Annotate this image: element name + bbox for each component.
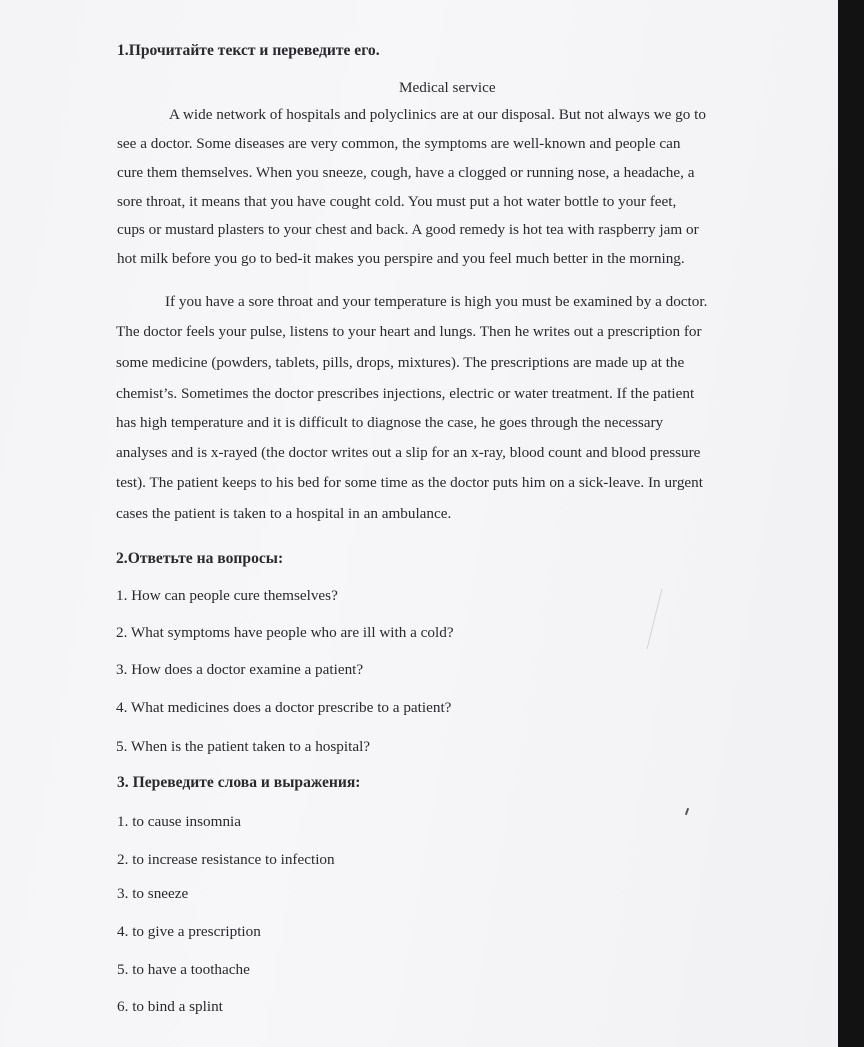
paragraph2-line-7: test). The patient keeps to his bed for some time as the doctor puts him on a sick-leave. In urgent bbox=[116, 474, 703, 491]
section3-heading: 3. Переведите слова и выражения: bbox=[117, 774, 361, 791]
vocab-item-4: 4. to give a prescription bbox=[117, 923, 261, 940]
paragraph2-line-8: cases the patient is taken to a hospital in an ambulance. bbox=[116, 505, 452, 522]
paragraph2-line-5: has high temperature and it is difficult to diagnose the case, he goes through the necessary bbox=[116, 414, 664, 431]
dark-background-edge bbox=[838, 0, 864, 1047]
ink-tick-mark bbox=[685, 808, 689, 815]
paragraph1-line-5: cups or mustard plasters to your chest and back. A good remedy is hot tea with raspberry jam or bbox=[117, 221, 699, 238]
paragraph1-line-1: A wide network of hospitals and polyclinics are at our disposal. But not always we go to bbox=[169, 106, 706, 123]
paragraph2-line-6: analyses and is x-rayed (the doctor writes out a slip for an x-ray, blood count and blood pressure bbox=[116, 444, 701, 461]
vocab-item-5: 5. to have a toothache bbox=[117, 961, 250, 978]
paragraph2-line-1-text: If you have a sore throat and your temperature is high you must be examined by a doctor. bbox=[165, 293, 708, 310]
paragraph2-line-4: chemist’s. Sometimes the doctor prescribes injections, electric or water treatment. If the patient bbox=[116, 385, 695, 402]
paragraph1-line-4: sore throat, it means that you have cought cold. You must put a hot water bottle to your feet, bbox=[117, 193, 677, 210]
vocab-item-3: 3. to sneeze bbox=[117, 885, 189, 902]
question-3: 3. How does a doctor examine a patient? bbox=[116, 661, 364, 678]
paragraph1-line-6: hot milk before you go to bed-it makes you perspire and you feel much better in the morning. bbox=[117, 250, 685, 267]
vocab-item-1: 1. to cause insomnia bbox=[117, 813, 242, 830]
question-1: 1. How can people cure themselves? bbox=[116, 587, 338, 604]
question-4: 4. What medicines does a doctor prescribe to a patient? bbox=[116, 699, 452, 716]
vocab-item-2: 2. to increase resistance to infection bbox=[117, 851, 335, 868]
paragraph2-line-3: some medicine (powders, tablets, pills, drops, mixtures). The prescriptions are made up at the bbox=[116, 354, 685, 371]
question-5: 5. When is the patient taken to a hospital? bbox=[116, 738, 371, 755]
question-2: 2. What symptoms have people who are ill with a cold? bbox=[116, 624, 454, 641]
section2-heading: 2.Ответьте на вопросы: bbox=[116, 550, 284, 567]
section1-heading: 1.Прочитайте текст и переведите его. bbox=[117, 42, 380, 59]
paragraph1-line-2: see a doctor. Some diseases are very common, the symptoms are well-known and people can bbox=[117, 135, 681, 152]
paragraph2-line-2: The doctor feels your pulse, listens to your heart and lungs. Then he writes out a prescription for bbox=[116, 323, 702, 340]
pencil-mark bbox=[647, 589, 663, 649]
vocab-item-6: 6. to bind a splint bbox=[117, 998, 223, 1015]
paragraph1-line-3: cure them themselves. When you sneeze, cough, have a clogged or running nose, a headache, a bbox=[117, 164, 695, 181]
text-title: Medical service bbox=[399, 79, 496, 96]
